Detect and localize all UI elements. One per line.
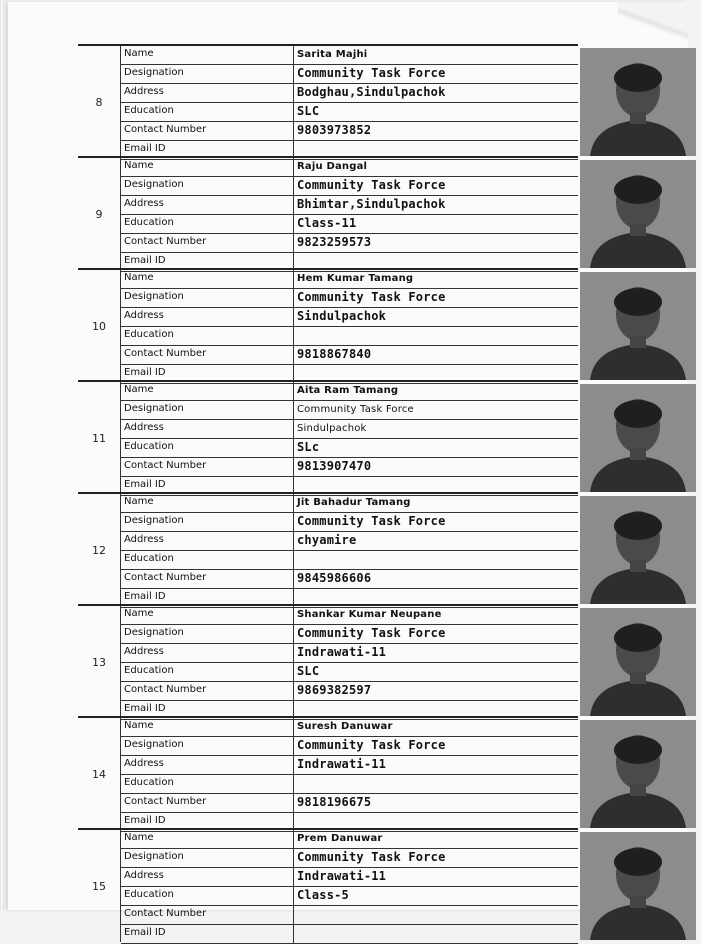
row-name [121, 718, 578, 737]
row-address [121, 196, 578, 215]
value-name: Prem Danuwar [297, 833, 383, 844]
label-name: Name [124, 160, 154, 171]
value-name: Raju Dangal [297, 161, 368, 172]
row-name [121, 382, 578, 401]
label-contact: Contact Number [124, 796, 207, 807]
value-address: chyamire [297, 533, 357, 547]
label-email: Email ID [124, 143, 166, 154]
label-email: Email ID [124, 591, 166, 602]
label-name: Name [124, 496, 154, 507]
row-designation [121, 401, 578, 420]
record-number: 15 [78, 830, 121, 942]
label-email: Email ID [124, 479, 166, 490]
label-contact: Contact Number [124, 572, 207, 583]
label-address: Address [124, 422, 164, 433]
row-designation [121, 289, 578, 308]
row-contact [121, 570, 578, 589]
label-contact: Contact Number [124, 236, 207, 247]
row-name [121, 46, 578, 65]
row-contact [121, 346, 578, 365]
record-number: 8 [78, 46, 121, 158]
label-education: Education [124, 217, 174, 228]
record-block [78, 716, 578, 830]
label-contact: Contact Number [124, 348, 207, 359]
row-education [121, 327, 578, 346]
value-designation: Community Task Force [297, 626, 446, 640]
value-contact: 9813907470 [297, 459, 372, 473]
row-name [121, 158, 578, 177]
value-name: Shankar Kumar Neupane [297, 609, 442, 620]
value-education: Class-5 [297, 888, 349, 902]
value-address: Indrawati-11 [297, 869, 387, 883]
value-designation: Community Task Force [297, 850, 446, 864]
row-address [121, 532, 578, 551]
label-designation: Designation [124, 851, 184, 862]
label-education: Education [124, 553, 174, 564]
row-name [121, 270, 578, 289]
record-block [78, 44, 578, 158]
value-designation: Community Task Force [297, 404, 414, 415]
value-designation: Community Task Force [297, 290, 446, 304]
label-email: Email ID [124, 255, 166, 266]
member-photo [580, 160, 696, 268]
row-education [121, 887, 578, 906]
row-name [121, 830, 578, 849]
label-designation: Designation [124, 179, 184, 190]
record-number: 11 [78, 382, 121, 494]
row-contact [121, 682, 578, 701]
value-name: Hem Kumar Tamang [297, 273, 414, 284]
label-address: Address [124, 534, 164, 545]
label-name: Name [124, 272, 154, 283]
row-contact [121, 234, 578, 253]
value-address: Sindulpachok [297, 309, 387, 323]
value-name: Jit Bahadur Tamang [297, 497, 411, 508]
row-education [121, 215, 578, 234]
row-name [121, 606, 578, 625]
label-education: Education [124, 441, 174, 452]
label-education: Education [124, 889, 174, 900]
label-contact: Contact Number [124, 684, 207, 695]
value-address: Bhimtar,Sindulpachok [297, 197, 446, 211]
value-education: Class-11 [297, 216, 357, 230]
label-contact: Contact Number [124, 124, 207, 135]
label-education: Education [124, 105, 174, 116]
value-address: Indrawati-11 [297, 757, 387, 771]
row-education [121, 439, 578, 458]
value-contact: 9803973852 [297, 123, 372, 137]
record-number: 9 [78, 158, 121, 270]
label-email: Email ID [124, 703, 166, 714]
label-email: Email ID [124, 927, 166, 938]
row-address [121, 420, 578, 439]
label-designation: Designation [124, 627, 184, 638]
value-name: Suresh Danuwar [297, 721, 393, 732]
value-contact: 9869382597 [297, 683, 372, 697]
row-designation [121, 177, 578, 196]
member-photo [580, 48, 696, 156]
record-block [78, 604, 578, 718]
value-education: SLC [297, 664, 320, 678]
row-contact [121, 794, 578, 813]
member-photo [580, 496, 696, 604]
value-designation: Community Task Force [297, 178, 446, 192]
row-address [121, 644, 578, 663]
value-contact: 9818196675 [297, 795, 372, 809]
label-designation: Designation [124, 515, 184, 526]
row-address [121, 84, 578, 103]
label-designation: Designation [124, 291, 184, 302]
label-name: Name [124, 720, 154, 731]
row-designation [121, 849, 578, 868]
row-address [121, 308, 578, 327]
label-address: Address [124, 310, 164, 321]
record-block [78, 268, 578, 382]
label-designation: Designation [124, 67, 184, 78]
value-designation: Community Task Force [297, 66, 446, 80]
row-contact [121, 122, 578, 141]
label-name: Name [124, 48, 154, 59]
value-designation: Community Task Force [297, 738, 446, 752]
row-education [121, 103, 578, 122]
label-name: Name [124, 832, 154, 843]
value-name: Sarita Majhi [297, 49, 368, 60]
row-designation [121, 625, 578, 644]
label-name: Name [124, 384, 154, 395]
value-address: Bodghau,Sindulpachok [297, 85, 446, 99]
record-number: 13 [78, 606, 121, 718]
value-designation: Community Task Force [297, 514, 446, 528]
row-designation [121, 737, 578, 756]
row-education [121, 775, 578, 794]
value-name: Aita Ram Tamang [297, 385, 399, 396]
member-photo [580, 384, 696, 492]
label-address: Address [124, 86, 164, 97]
record-block [78, 492, 578, 606]
label-address: Address [124, 758, 164, 769]
label-email: Email ID [124, 815, 166, 826]
label-designation: Designation [124, 403, 184, 414]
value-education: SLc [297, 440, 320, 454]
page-fold-corner [618, 2, 688, 42]
row-education [121, 663, 578, 682]
label-address: Address [124, 870, 164, 881]
label-address: Address [124, 198, 164, 209]
label-education: Education [124, 777, 174, 788]
row-contact [121, 458, 578, 477]
row-address [121, 868, 578, 887]
value-contact: 9845986606 [297, 571, 372, 585]
record-number: 12 [78, 494, 121, 606]
label-designation: Designation [124, 739, 184, 750]
row-name [121, 494, 578, 513]
member-photo [580, 832, 696, 940]
row-contact [121, 906, 578, 925]
record-block [78, 828, 578, 942]
member-photo [580, 272, 696, 380]
label-name: Name [124, 608, 154, 619]
value-contact: 9818867840 [297, 347, 372, 361]
record-block [78, 156, 578, 270]
value-contact: 9823259573 [297, 235, 372, 249]
member-photo [580, 720, 696, 828]
value-address: Sindulpachok [297, 423, 367, 434]
value-education: SLC [297, 104, 320, 118]
label-contact: Contact Number [124, 908, 207, 919]
record-number: 10 [78, 270, 121, 382]
label-address: Address [124, 646, 164, 657]
row-designation [121, 513, 578, 532]
member-photo [580, 608, 696, 716]
record-block [78, 380, 578, 494]
label-email: Email ID [124, 367, 166, 378]
row-email [121, 925, 578, 944]
label-contact: Contact Number [124, 460, 207, 471]
row-designation [121, 65, 578, 84]
record-number: 14 [78, 718, 121, 830]
label-education: Education [124, 329, 174, 340]
label-education: Education [124, 665, 174, 676]
row-education [121, 551, 578, 570]
row-address [121, 756, 578, 775]
value-address: Indrawati-11 [297, 645, 387, 659]
